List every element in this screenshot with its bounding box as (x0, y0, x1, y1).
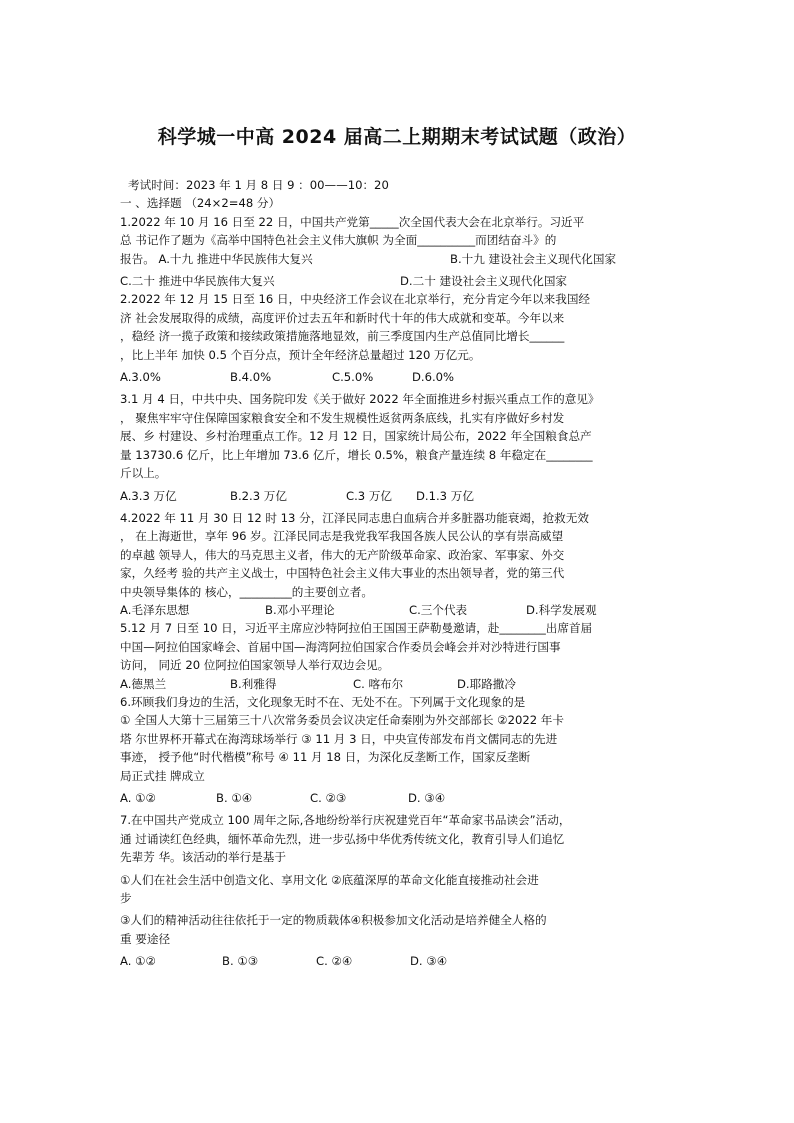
option-b: B.邓小平理论 (265, 602, 335, 617)
question-6 (120, 693, 672, 807)
question-options (120, 601, 672, 619)
option-a: A. ①② (120, 954, 156, 969)
question-stem-line: 7.在中国共产党成立 100 周年之际,各地纷纷举行庆祝建党百年“革命家书品读会”活动， (120, 813, 571, 828)
question-stem-line: 量 13730.6 亿斤，比上年增加 73.6 亿斤，增长 0.5%，粮食产量连续 8 年稳定在________ (120, 447, 593, 462)
question-stem-line: 通 过诵读红色经典，缅怀革命先烈，进一步弘扬中华优秀传统文化，教育引导人们追忆 (120, 831, 565, 846)
option-d: D.二十 建设社会主义现代化国家 (400, 274, 568, 289)
option-a: A. ①② (120, 791, 156, 805)
option-d: D. ③④ (410, 954, 448, 969)
option-b: B. ①③ (222, 954, 259, 969)
option-c: C.三个代表 (409, 602, 468, 617)
question-stem-line: ，稳经 济一揽子政策和接续政策措施落地显效，前三季度国内生产总值同比增长______ (120, 329, 565, 344)
question-stem-line: 总 书记作了题为《高举中国特色社会主义伟大旗帜 为全面__________而团结奋斗》的 (120, 233, 557, 248)
option-a: 报告。 A.十九 推进中华民族伟大复兴 (120, 251, 313, 266)
exam-time: 考试时间：2023 年 1 月 8 日 9 ：00——10：20 (128, 178, 389, 192)
option-c: C.5.0% (332, 370, 374, 385)
option-b: B. ①④ (216, 791, 253, 805)
question-stem-line: 步 (120, 891, 132, 906)
question-stem-line: 塔 尔世界杯开幕式在海湾球场举行 ③ 11 月 3 日，中央宣传部发布肖文儒同志的先进 (120, 731, 558, 746)
question-1-option-row-cd (120, 272, 672, 290)
question-options (120, 368, 672, 386)
question-stem-line: 访问， 同近 20 位阿拉伯国家领导人举行双边会见。 (120, 658, 390, 673)
question-stem-line: 6.环顾我们身边的生活，文化现象无时不在、无处不在。下列属于文化现象的是 (120, 694, 526, 709)
question-options (120, 952, 672, 970)
option-d: D.1.3 万亿 (416, 488, 474, 503)
option-a: A.3.3 万亿 (120, 488, 177, 503)
question-stem-line: 斤以上。 (120, 466, 167, 481)
option-c: C. ②③ (310, 791, 347, 805)
option-c: C.3 万亿 (346, 488, 393, 503)
document-body (120, 176, 672, 971)
question-stem-line: 2.2022 年 12 月 15 日至 16 日，中央经济工作会议在北京举行，充分肯定今年以来我国经 (120, 292, 591, 307)
question-stem-line: 中国—阿拉伯国家峰会、首届中国—海湾阿拉伯国家合作委员会峰会并对沙特进行国事 (120, 639, 561, 654)
question-3 (120, 386, 672, 504)
option-a: A.3.0% (120, 370, 161, 385)
question-options (120, 487, 672, 505)
option-a: A.德黑兰 (120, 676, 167, 691)
question-1 (120, 213, 672, 291)
option-d: D.6.0% (412, 370, 455, 385)
question-stem-line: 4.2022 年 11 月 30 日 12 时 13 分，江泽民同志患白血病合并多脏器功能衰竭，抢救无效 (120, 510, 589, 525)
page-title: 科学城一中高 2024 届高二上期期末考试试题（政治） (157, 126, 637, 148)
question-stem-line: 展、乡 村建设、乡村治理重点工作。12 月 12 日，国家统计局公布，2022 年全国粮食总产 (120, 429, 592, 444)
question-stem-line: ， 在上海逝世，享年 96 岁。江泽民同志是我党我军我国各族人民公认的享有崇高威望 (120, 529, 564, 544)
option-d: D.科学发展观 (526, 602, 597, 617)
option-d: D. ③④ (408, 791, 446, 805)
option-b: B.4.0% (230, 370, 272, 385)
question-stem-line: ③人们的精神活动往往依托于一定的物质载体④积极参加文化活动是培养健全人格的 (120, 913, 547, 928)
option-c: C. ②④ (316, 954, 353, 969)
question-2 (120, 290, 672, 386)
question-options (120, 789, 672, 807)
question-stem-line: ， 聚焦牢牢守住保障国家粮食安全和不发生规模性返贫两条底线，扎实有序做好乡村发 (120, 410, 565, 425)
question-options (120, 675, 672, 693)
question-stem-line: 的卓越 领导人，伟大的马克思主义者，伟大的无产阶级革命家、政治家、军事家、外交 (120, 547, 565, 562)
question-stem-line: ① 全国人大第十三届第三十八次常务委员会议决定任命秦刚为外交部部长 ②2022 年卡 (120, 713, 564, 728)
question-stem-line: 中央领导集体的 核心，_________的主要创立者。 (120, 584, 373, 599)
question-1-option-row-ab (120, 250, 672, 268)
option-b: B.十九 建设社会主义现代化国家 (450, 251, 617, 266)
question-stem-line: 重 要途径 (120, 931, 171, 946)
question-stem-line: ①人们在社会生活中创造文化、享用文化 ②底蕴深厚的革命文化能直接推动社会进 (120, 872, 539, 887)
option-c: C.二十 推进中华民族伟大复兴 (120, 274, 275, 289)
question-stem-line: 局正式挂 牌成立 (120, 768, 205, 783)
question-stem-line: ，比上半年 加快 0.5 个百分点，预计全年经济总量超过 120 万亿元。 (120, 347, 481, 362)
option-b: B.2.3 万亿 (230, 488, 287, 503)
question-4 (120, 505, 672, 619)
question-7 (120, 807, 672, 970)
question-stem-line: 先辈芳 华。该活动的举行是基于 (120, 850, 286, 865)
option-b: B.利雅得 (230, 676, 277, 691)
question-stem-line: 家，久经考 验的共产主义战士，中国特色社会主义伟大事业的杰出领导者，党的第三代 (120, 566, 565, 581)
question-stem-line: 济 社会发展取得的成绩，高度评价过去五年和新时代十年的伟大成就和变革。今年以来 (120, 310, 565, 325)
question-stem-line: 5.12 月 7 日至 10 日，习近平主席应沙特阿拉伯王国国王萨勒曼邀请，赴________出席首届 (120, 621, 593, 636)
option-d: D.耶路撒冷 (457, 676, 516, 691)
question-stem-line: 事迹， 授予他“时代楷模”称号 ④ 11 月 18 日，为深化反垄断工作，国家反垄断 (120, 750, 531, 765)
section-heading: 一 、选择题 （24×2=48 分） (120, 196, 281, 211)
option-a: A.毛泽东思想 (120, 602, 190, 617)
option-c: C. 喀布尔 (353, 676, 404, 691)
question-5 (120, 619, 672, 693)
question-stem-line: 3.1 月 4 日，中共中央、国务院印发《关于做好 2022 年全面推进乡村振兴重点工作的意见》 (120, 392, 600, 407)
question-stem-line: 1.2022 年 10 月 16 日至 22 日，中国共产党第_____次全国代表大会在北京举行。习近平 (120, 214, 585, 229)
